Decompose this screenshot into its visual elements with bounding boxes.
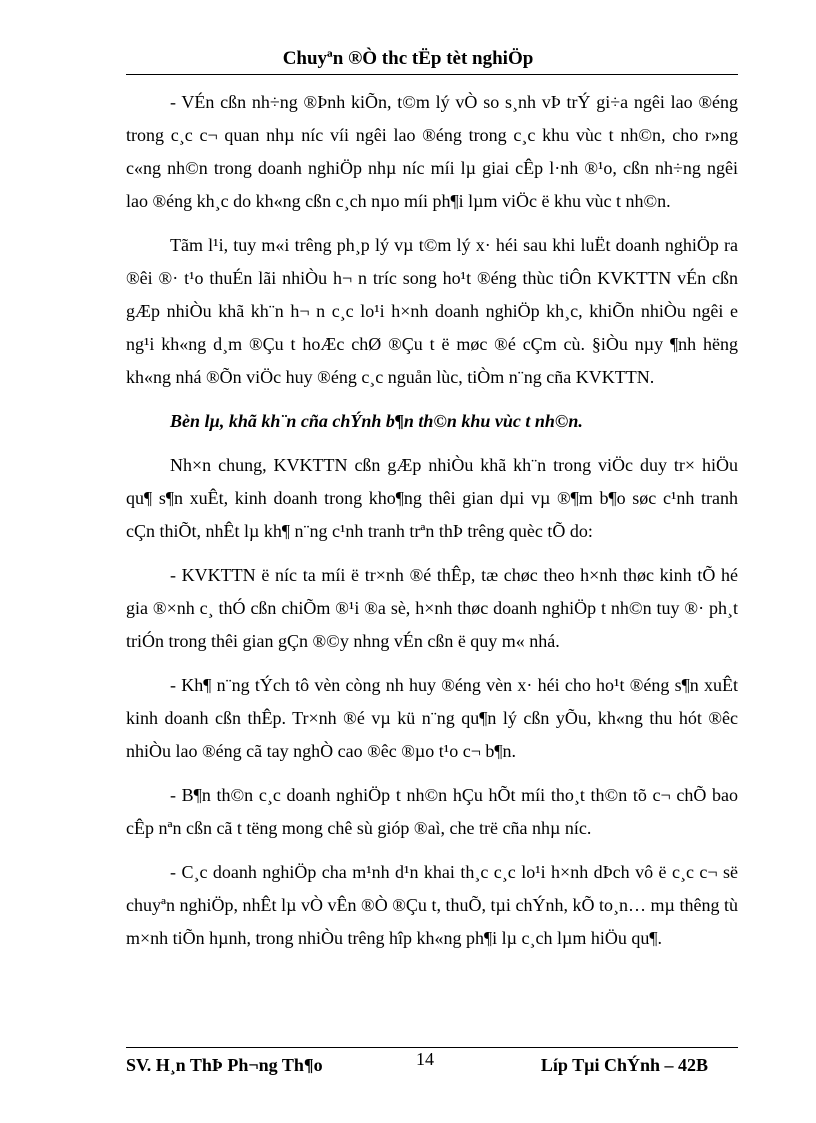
paragraph: - KVKTTN ë níc ta míi ë tr×nh ®é thÊp, tæ chøc theo h×nh thøc kinh tÕ hé gia ®×nh c¸ thÓ cßn chiÕm ®¹i ®a sè, h×nh thøc doanh nghiÖp t nh©n tuy ®· ph¸t triÓn trong thêi gian gÇn ®©y nhng vÉn cßn ë quy m« nhá. [126, 565, 738, 651]
page-number: 14 [416, 1049, 434, 1069]
header-divider [126, 74, 738, 75]
page-header-title: Chuyªn ®Ò thc tËp tèt nghiÖp [282, 48, 534, 69]
section-subheading: Bèn lµ, khã kh¨n cña chÝnh b¶n th©n khu vùc t nh©n. [170, 411, 583, 431]
paragraph: - C¸c doanh nghiÖp cha m¹nh d¹n khai th¸c c¸c lo¹i h×nh dÞch vô ë c¸c c¬ së chuyªn nghiÖp, nhÊt lµ vÒ vÊn ®Ò ®Çu t, thuÕ, tµi chÝnh, kÕ to¸n… mµ thêng tù m×nh tiÕn hµnh, trong nhiÒu trêng hîp kh«ng ph¶i lµ c¸ch lµm hiÖu qu¶. [126, 862, 738, 948]
paragraph: Nh×n chung, KVKTTN cßn gÆp nhiÒu khã kh¨n trong viÖc duy tr× hiÖu qu¶ s¶n xuÊt, kinh doanh trong kho¶ng thêi gian dµi vµ ®¶m b¶o søc c¹nh tranh cÇn thiÕt, nhÊt lµ kh¶ n¨ng c¹nh tranh trªn thÞ trêng quèc tÕ do: [126, 455, 738, 541]
paragraph: Tãm l¹i, tuy m«i trêng ph¸p lý vµ t©m lý x· héi sau khi luËt doanh nghiÖp ra ®êi ®· t¹o thuÉn lãi nhiÒu h¬ n tríc song ho¹t ®éng thùc tiÔn KVKTTN vÉn cßn gÆp nhiÒu khã kh¨n h¬ n c¸c lo¹i h×nh doanh nghiÖp kh¸c, khiÕn nhiÒu ngêi e ng¹i kh«ng d¸m ®Çu t hoÆc chØ ®Çu t ë møc ®é cÇm cù. §iÒu nµy ¶nh hëng kh«ng nhá ®Õn viÖc huy ®éng c¸c nguån lùc, tiÒm n¨ng cña KVKTTN. [126, 235, 738, 387]
footer-author: SV. H¸n ThÞ Ph¬ng Th¶o [126, 1055, 323, 1075]
footer-class: Líp Tµi ChÝnh – 42B [540, 1055, 708, 1075]
footer-divider [126, 1047, 738, 1048]
page-footer [126, 1049, 738, 1085]
document-body [126, 86, 738, 955]
paragraph: - VÉn cßn nh÷ng ®Þnh kiÕn, t©m lý vÒ so s¸nh vÞ trÝ gi÷a ngêi lao ®éng trong c¸c c¬ quan nhµ níc víi ngêi lao ®éng trong c¸c khu vùc t nh©n, cho r»ng c«ng nh©n trong doanh nghiÖp nhµ níc míi lµ giai cÊp l·nh ®¹o, cßn nh÷ng ngêi lao ®éng kh¸c do kh«ng cßn c¸ch nµo míi ph¶i lµm viÖc ë khu vùc t nh©n. [126, 92, 738, 211]
paragraph: - Kh¶ n¨ng tÝch tô vèn còng nh huy ®éng vèn x· héi cho ho¹t ®éng s¶n xuÊt kinh doanh cßn thÊp. Tr×nh ®é vµ kü n¨ng qu¶n lý cßn yÕu, kh«ng thu hót ®êc nhiÒu lao ®éng cã tay nghÒ cao ®êc ®µo t¹o c¬ b¶n. [126, 675, 738, 761]
paragraph: - B¶n th©n c¸c doanh nghiÖp t nh©n hÇu hÕt míi tho¸t th©n tõ c¬ chÕ bao cÊp nªn cßn cã t tëng mong chê sù gióp ®aì, che trë cña nhµ níc. [126, 785, 738, 838]
